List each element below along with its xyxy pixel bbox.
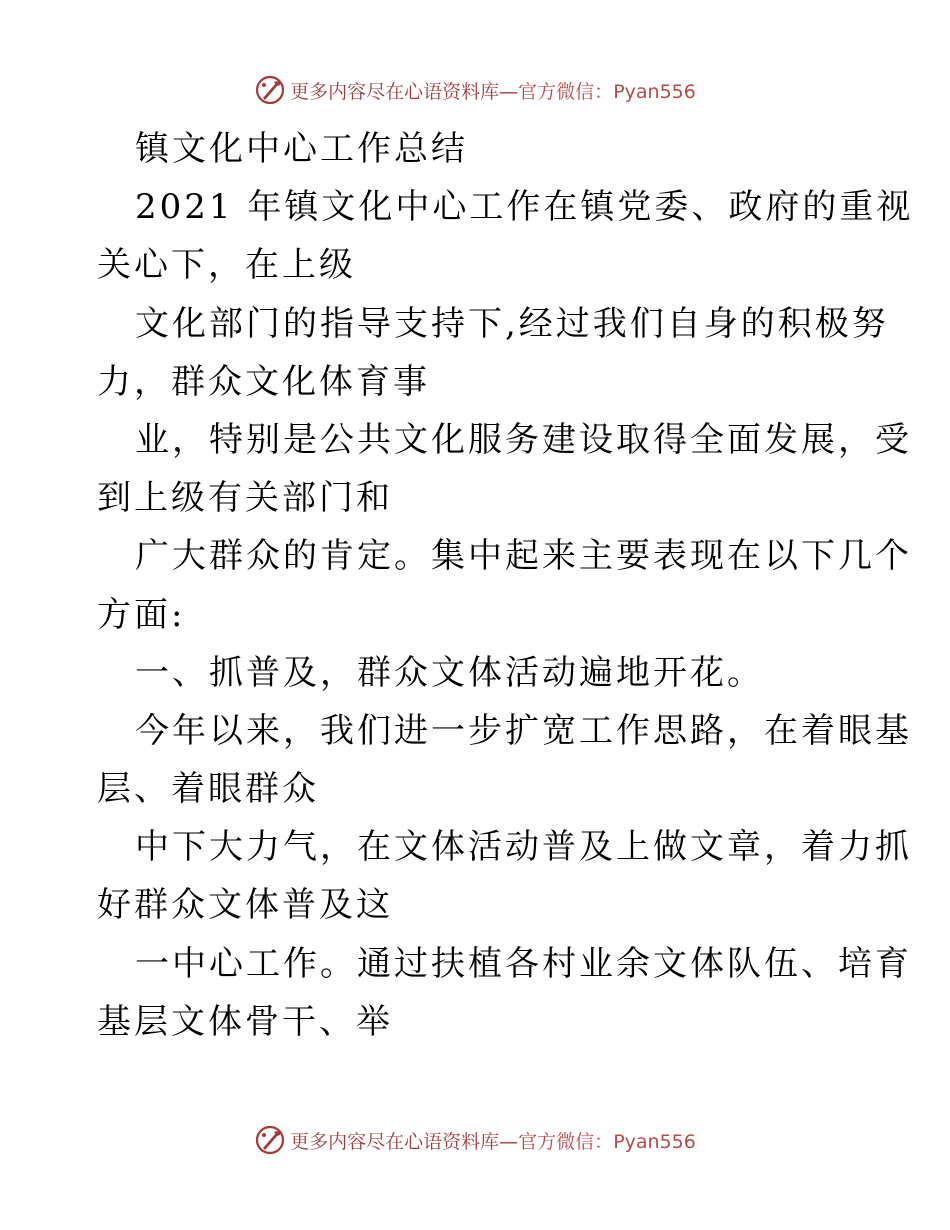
paragraph-line: 层、着眼群众: [97, 769, 319, 810]
header-banner-text: [290, 77, 696, 104]
banner-main-text: 更多内容尽在心语资料库: [290, 1130, 500, 1153]
banner-wechat-label: 官方微信：: [518, 80, 614, 103]
paragraph-line: 关心下，在上级: [97, 245, 356, 286]
banner-main-text: 更多内容尽在心语资料库: [290, 80, 500, 103]
section-heading: 一、抓普及，群众文体活动遍地开花。: [135, 652, 764, 693]
paragraph-line: 方面:: [97, 594, 186, 635]
paragraph-line: 广大群众的肯定。集中起来主要表现在以下几个: [135, 536, 912, 577]
document-body: [97, 120, 914, 1051]
paragraph-line: 今年以来，我们进一步扩宽工作思路，在着眼基: [135, 710, 912, 751]
banner-dash: —: [499, 80, 519, 103]
feather-pen-logo-icon: [254, 1124, 286, 1156]
paragraph-line: 2021 年镇文化中心工作在镇党委、政府的重视: [135, 187, 914, 228]
paragraph-line: 力，群众文化体育事: [97, 361, 430, 402]
header-banner: [0, 72, 950, 108]
banner-dash: —: [499, 1130, 519, 1153]
footer-banner: [0, 1122, 950, 1158]
feather-pen-logo-icon: [254, 74, 286, 106]
paragraph-line: 业，特别是公共文化服务建设取得全面发展，受: [135, 419, 912, 460]
paragraph-line: 中下大力气，在文体活动普及上做文章，着力抓: [135, 827, 912, 868]
paragraph-line: 好群众文体普及这: [97, 885, 393, 926]
banner-wechat-id: Pyan556: [613, 1130, 696, 1153]
paragraph-line: 到上级有关部门和: [97, 478, 393, 519]
paragraph-line: 基层文体骨干、举: [97, 1001, 393, 1042]
paragraph-line: 文化部门的指导支持下,经过我们自身的积极努: [135, 303, 889, 344]
paragraph-line: 一中心工作。通过扶植各村业余文体队伍、培育: [135, 943, 912, 984]
banner-wechat-id: Pyan556: [613, 80, 696, 103]
document-title: 镇文化中心工作总结: [135, 129, 468, 169]
banner-wechat-label: 官方微信：: [518, 1130, 614, 1153]
footer-banner-text: [290, 1127, 696, 1154]
